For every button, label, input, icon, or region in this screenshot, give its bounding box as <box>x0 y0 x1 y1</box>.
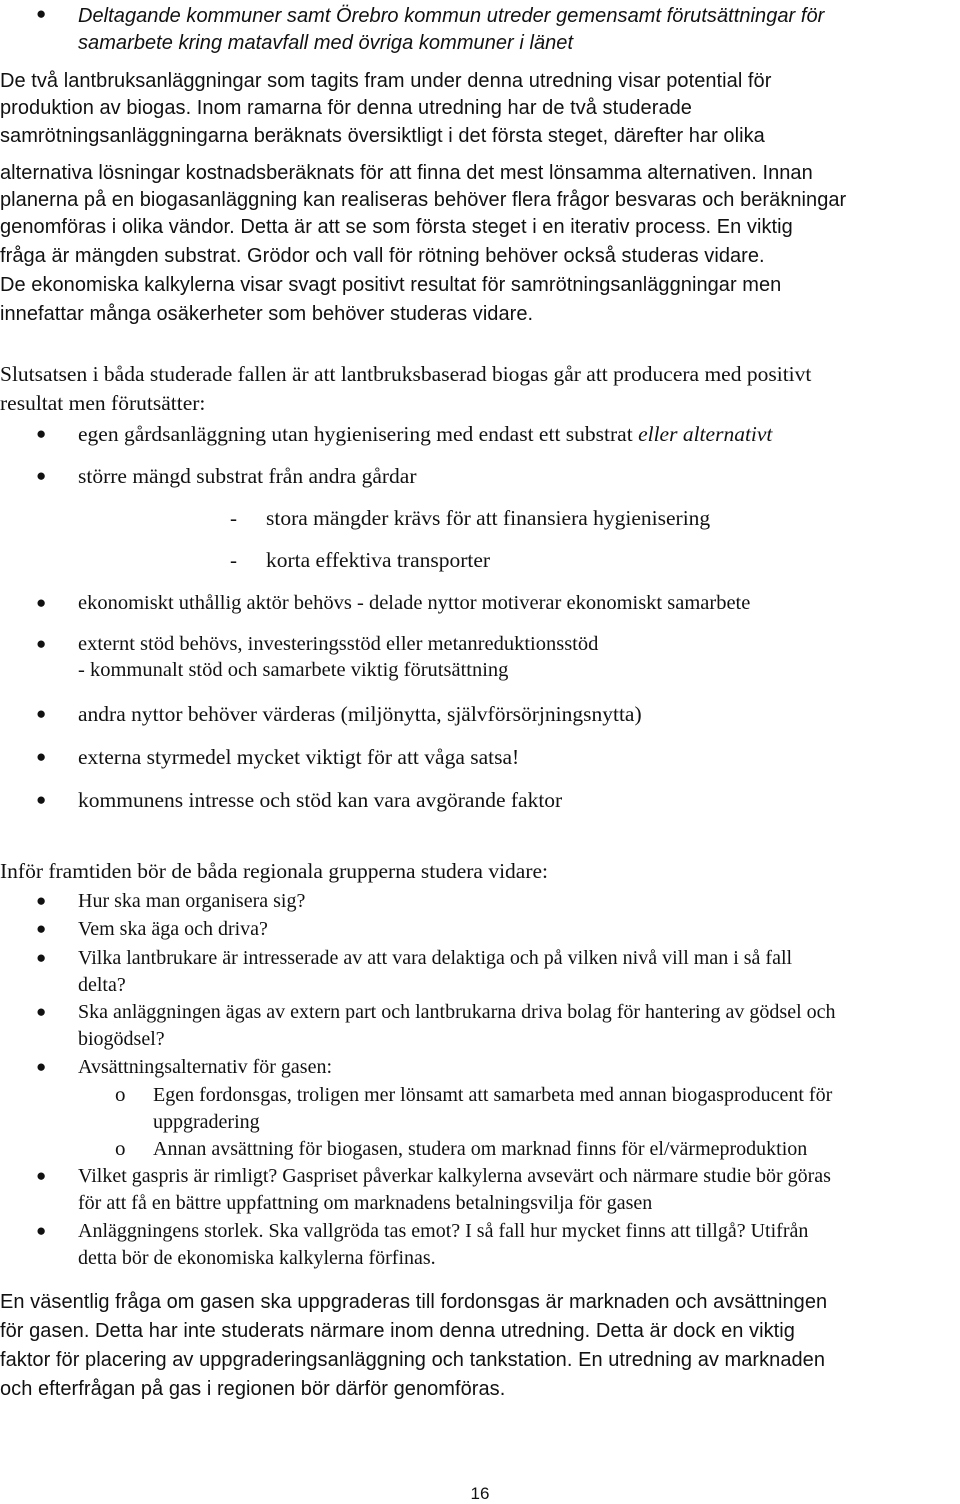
future-item-7: Anläggningens storlek. Ska vallgröda tas emot? I så fall hur mycket finns att tillgå? Utifrån <box>78 1220 809 1242</box>
conclusion-item-1 <box>78 424 772 446</box>
dash-marker: - <box>230 548 237 572</box>
future-item-5: Avsättningsalternativ för gasen: <box>78 1056 333 1078</box>
conclusion-item-1-text: egen gårdsanläggning utan hygienisering med endast ett substrat <box>78 422 639 446</box>
future-subitem-1-cont: uppgradering <box>153 1111 260 1133</box>
bullet-icon: ● <box>36 1221 47 1240</box>
paragraph-line: alternativa lösningar kostnadsberäknats för att finna det mest lönsamma alternativen. Innan <box>0 162 813 184</box>
conclusion-intro-line: resultat men förutsätter: <box>0 391 206 415</box>
bullet-icon: ● <box>36 593 47 612</box>
bullet-icon: ● <box>36 919 47 938</box>
bullet-icon: ● <box>36 747 47 766</box>
paragraph-line: produktion av biogas. Inom ramarna för denna utredning har de två studerade <box>0 97 692 119</box>
conclusion-item-1-italic: eller alternativt <box>638 422 773 446</box>
future-item-6: Vilket gaspris är rimligt? Gaspriset påverkar kalkylerna avsevärt och närmare studie bör göras <box>78 1165 831 1187</box>
conclusion-subitem-1: stora mängder krävs för att finansiera hygienisering <box>266 506 711 530</box>
conclusion-item-5: andra nyttor behöver värderas (miljönytta, självförsörjningsnytta) <box>78 702 642 726</box>
future-intro: Inför framtiden bör de båda regionala grupperna studera vidare: <box>0 859 549 883</box>
bullet-icon: ● <box>36 634 47 653</box>
paragraph-line: De två lantbruksanläggningar som tagits fram under denna utredning visar potential för <box>0 70 772 92</box>
paragraph-line: planerna på en biogasanläggning kan realiseras behöver flera frågor besvaras och beräkningar <box>0 189 847 211</box>
conclusion-item-3: ekonomiskt uthållig aktör behövs - delade nyttor motiverar ekonomiskt samarbete <box>78 592 751 614</box>
bullet-icon: ● <box>36 790 47 809</box>
bullet-icon: ● <box>36 704 47 723</box>
bullet-icon: ● <box>36 466 47 485</box>
dash-marker: - <box>230 506 237 530</box>
paragraph-line: De ekonomiska kalkylerna visar svagt positivt resultat för samrötningsanläggningar men <box>0 274 782 296</box>
paragraph-line: innefattar många osäkerheter som behöver studeras vidare. <box>0 303 534 325</box>
final-paragraph-line: för gasen. Detta har inte studerats närmare inom denna utredning. Detta är dock en viktig <box>0 1320 795 1342</box>
bullet-icon: ● <box>36 891 47 910</box>
future-item-2: Vem ska äga och driva? <box>78 918 268 940</box>
conclusion-item-2: större mängd substrat från andra gårdar <box>78 464 417 488</box>
bullet-icon: ● <box>36 4 47 23</box>
paragraph-line: fråga är mängden substrat. Grödor och vall för rötning behöver också studeras vidare. <box>0 245 765 267</box>
bullet-icon: ● <box>36 1166 47 1185</box>
conclusion-item-7: kommunens intresse och stöd kan vara avgörande faktor <box>78 788 563 812</box>
paragraph-line: genomföras i olika vändor. Detta är att se som första steget i en iterativ process. En viktig <box>0 216 793 238</box>
future-item-6-cont: för att få en bättre uppfattning om marknadens betalningsvilja för gasen <box>78 1192 653 1214</box>
final-paragraph-line: faktor för placering av uppgraderingsanläggning och tankstation. En utredning av marknaden <box>0 1349 826 1371</box>
final-paragraph-line: En väsentlig fråga om gasen ska uppgraderas till fordonsgas är marknaden och avsättningen <box>0 1291 828 1313</box>
future-subitem-2: Annan avsättning för biogasen, studera om marknad finns för el/värmeproduktion <box>153 1138 808 1160</box>
bullet-icon: ● <box>36 1002 47 1021</box>
future-item-4: Ska anläggningen ägas av extern part och lantbrukarna driva bolag för hantering av gödsel och <box>78 1001 836 1023</box>
conclusion-item-4: externt stöd behövs, investeringsstöd eller metanreduktionsstöd <box>78 633 599 655</box>
conclusion-item-4-cont: - kommunalt stöd och samarbete viktig förutsättning <box>78 659 509 681</box>
conclusion-item-6: externa styrmedel mycket viktigt för att våga satsa! <box>78 745 520 769</box>
bullet-icon: ● <box>36 424 47 443</box>
future-item-3-cont: delta? <box>78 974 126 996</box>
top-item-line: Deltagande kommuner samt Örebro kommun utreder gemensamt förutsättningar för <box>78 5 825 27</box>
sub-bullet-marker: o <box>115 1136 126 1160</box>
future-item-3: Vilka lantbrukare är intresserade av att vara delaktiga och på vilken nivå vill man i så fall <box>78 947 793 969</box>
top-item-line: samarbete kring matavfall med övriga kommuner i länet <box>78 32 574 54</box>
conclusion-subitem-2: korta effektiva transporter <box>266 548 491 572</box>
paragraph-line: samrötningsanläggningarna beräknats översiktligt i det första steget, därefter har olika <box>0 125 765 147</box>
sub-bullet-marker: o <box>115 1082 126 1106</box>
future-item-7-cont: detta bör de ekonomiska kalkylerna förfinas. <box>78 1247 436 1269</box>
page-number: 16 <box>470 1484 490 1503</box>
bullet-icon: ● <box>36 948 47 967</box>
final-paragraph-line: och efterfrågan på gas i regionen bör därför genomföras. <box>0 1378 506 1400</box>
future-item-4-cont: biogödsel? <box>78 1028 165 1050</box>
conclusion-intro-line: Slutsatsen i båda studerade fallen är att lantbruksbaserad biogas går att producera med positivt <box>0 362 812 386</box>
future-subitem-1: Egen fordonsgas, troligen mer lönsamt att samarbeta med annan biogasproducent för <box>153 1084 833 1106</box>
bullet-icon: ● <box>36 1057 47 1076</box>
future-item-1: Hur ska man organisera sig? <box>78 890 306 912</box>
